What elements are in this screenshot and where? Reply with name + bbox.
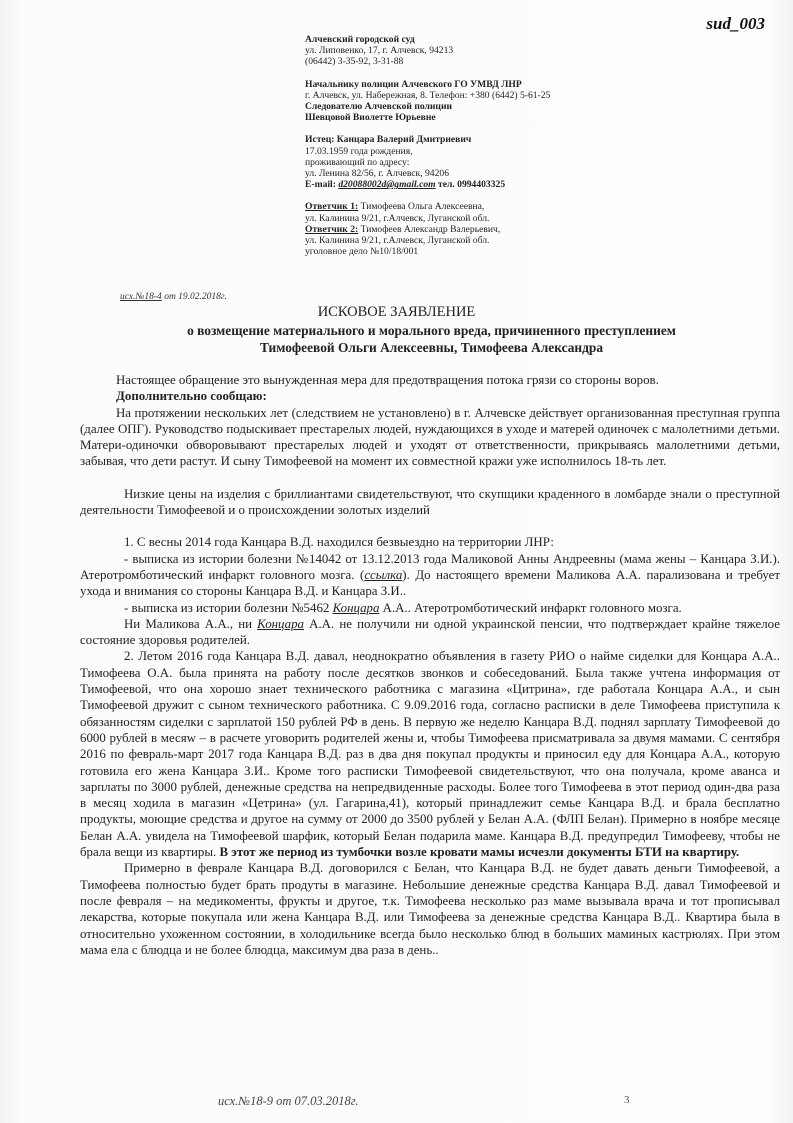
police-block [305, 79, 745, 124]
email-link[interactable]: d20088002d@gmail.com [338, 179, 436, 191]
addressee-block [305, 34, 745, 257]
defendant-2-address: ул. Калинина 9/21, г.Алчевск, Луганской обл. [305, 235, 490, 247]
paragraph-extract-1 [80, 551, 780, 600]
reference-link[interactable]: ссылка [364, 567, 403, 582]
document-subtitle [100, 322, 763, 356]
document-title: ИСКОВОЕ ЗАЯВЛЕНИЕ [317, 304, 476, 320]
plaintiff-phone: тел. 0994403325 [438, 179, 506, 191]
item-2-bold-text: В этот же период из тумбочки возле кровати мамы исчезли документы БТИ на квартиру. [219, 845, 740, 860]
outgoing-date: от 19.02.2018г. [164, 292, 227, 302]
plaintiff-address: ул. Ленина 82/56, г. Алчевск, 94206 [305, 168, 449, 180]
defendant-1-label: Ответчик 1: [305, 201, 359, 213]
defendant-2-label: Ответчик 2: [305, 223, 359, 235]
item-2-text: 2. Летом 2016 года Канцара В.Д. давал, неоднократно объявления в газету РИО о найме сиделки для Концара А.А.. Тимофеева О.А. была принята на работу после десятков звонков и собеседований. Была также учтена информация от Тимофеевой, что она хорошо знает технического работника с магазина «Цитрина», где работала Концара А.А., и сын Тимофеевой дружит с сыном технического работника. С 9.09.2016 года, согласно расписки в деле Тимофеева приступила к обязанностям сиделки с зарплатой 150 рублей РФ в день. В первую же неделю Канцара В.Д. поднял зарплату Тимофеевой до 6000 рублей в месяw – в расчете уговорить родителей жены и, чтобы Тимофеева присматривала за двумя мамами. С сентября 2016 по февраль-март 2017 года Канцара В.Д. раз в два дня покупал продукты и приносил еду для Концара А.А., которую готовила его жена Канцара З.И.. Кроме того расписки Тимофеевой свидетельствуют, что она получала, кроме аванса и зарплаты по 3000 рублей, денежные средства на непредвиденные расходы. Более того Тимофеева в этот период один-два раза в месяц ходила в магазин «Цетрина» (ул. Гагарина,41), который принадлежит семье Канцара В.Д. и брала бесплатно продукты, моющие средства и другое на сумму от 2000 до 3500 рублей у Белан А.А. (ФЛП Белан). Примерно в ноябре месяце Белан А.А. увидела на Тимофеевой шарфик, который Белан подарила маме. Канцара В.Д. предупредил Тимофееву, чтобы не брала вещи из квартиры. [80, 649, 780, 860]
paragraph-opg: На протяжении нескольких лет (следствием не установлено) в г. Алчевске действует организованная преступная группа (далее ОПГ). Руководство подыскивает престарелых людей, нуждающихся в уходе и матерей одиночек с малолетними детьми. Матери-одиночки обворовывают престарелых людей и уходят от ответственности, прикрываясь малолетними детьми, забывая, что дети растут. И сыну Тимофеевой на момент их совместной кражи уже исполнилось 18-ть лет. [80, 405, 780, 469]
extract-2-text-b: А.А.. Атеротромботический инфаркт головного мозга. [379, 600, 682, 615]
name-link[interactable]: Концара [332, 600, 380, 615]
defendant-1-name: Тимофеева Ольга Алексеевна, [360, 201, 485, 213]
document-id: sud_003 [706, 14, 765, 33]
subtitle-line-2: Тимофеевой Ольги Алексеевны, Тимофеева Александра [259, 340, 604, 355]
paragraph-prices: Низкие цены на изделия с бриллиантами свидетельствуют, что скупщики краденного в ломбарде знали о преступной деятельности Тимофеевой и о происхождении золотых изделий [80, 486, 780, 518]
paragraph-intro: Настоящее обращение это вынужденная мера для предотвращения потока грязи со стороны воров. [116, 373, 659, 387]
email-label: E-mail: [305, 179, 336, 191]
plaintiff-label: Истец: Канцара Валерий Дмитриевич [305, 134, 472, 146]
paragraph-pension [80, 616, 780, 649]
paragraph-extract-2 [80, 600, 780, 616]
investigator-name: Шевцовой Виолетте Юрьевне [305, 112, 436, 124]
outgoing-number: исх.№18-4 [120, 292, 162, 302]
document-body [80, 372, 780, 958]
name-link[interactable]: Концара [257, 616, 304, 631]
defendant-1 [305, 201, 745, 212]
criminal-case-number: уголовное дело №10/18/001 [305, 246, 419, 258]
paragraph-item-2 [80, 648, 780, 860]
investigator-title: Следователю Алчевской полиции [305, 101, 453, 113]
extract-2-text-a: - выписка из истории болезни №5462 [124, 600, 333, 615]
police-address: г. Алчевск, ул. Набережная, 8. Телефон: +380 (6442) 5-61-25 [305, 89, 551, 101]
police-name: Начальнику полиции Алчевского ГО УМВД ЛНР [305, 78, 522, 90]
court-phones: (06442) 3-35-92, 3-31-88 [305, 56, 404, 68]
outgoing-reference [120, 292, 227, 302]
pension-text-b: А.А. не получили ни одной украинской пенсии, что подтверждает крайне тяжелое состояние здоровья родителей. [80, 616, 780, 648]
defendant-2-name: Тимофеев Александр Валерьевич, [360, 223, 501, 235]
court-block [305, 34, 745, 68]
extract-1-text-b: ). До настоящего времени Маликова А.А. парализована и требует ухода и внимания со стороны Канцара В.Д. и Канцара З.И.. [80, 567, 781, 599]
paragraph-heading: Дополнительно сообщаю: [116, 389, 267, 404]
plaintiff-residing: проживающий по адресу: [305, 156, 410, 168]
extract-1-text-a: - выписка из истории болезни №14042 от 13.12.2013 года Маликовой Анны Андреевны (мама жены – Канцара З.И.). Атеротромботический инфаркт головного мозга. ( [80, 551, 780, 582]
court-name: Алчевский городской суд [305, 34, 415, 45]
defendants-block [305, 201, 745, 257]
plaintiff-birth: 17.03.1959 года рождения, [305, 145, 413, 157]
court-address: ул. Липовенко, 17, г. Алчевск, 94213 [305, 45, 454, 57]
plaintiff-contact [305, 179, 745, 190]
pension-text-a: Ни Маликова А.А., ни [124, 616, 258, 631]
subtitle-line-1: о возмещение материального и морального вреда, причиненного преступлением [187, 323, 676, 338]
paragraph-item-1: 1. С весны 2014 года Канцара В.Д. находился безвыездно на территории ЛНР: [124, 535, 554, 550]
plaintiff-block [305, 134, 745, 190]
paragraph-february: Примерно в феврале Канцара В.Д. договорился с Белан, что Канцара В.Д. не будет давать деньги Тимофеевой, а Тимофеева полностью будет брать продуты в магазине. Небольшие денежные средства Канцара В.Д. давал Тимофеевой и после февраля – на медикоменты, фрукты и другое, т.к. Тимофеева несколько раз маме вызывала врача и тот прописывал лекарства, которые покупала или жена Канцара В.Д. или Тимофеева за денежные средства Канцара В.Д.. Квартира была в относительно ухоженном состоянии, в холодильнике всегда было несколько блюд в больших маминых кастрюлях. При этом мама ела с блюдца и не более блюдца, максимум два раза в день.. [80, 861, 780, 957]
page-number: 3 [624, 1094, 630, 1106]
footer-reference: исх.№18-9 от 07.03.2018г. [218, 1094, 359, 1108]
defendant-2 [305, 224, 745, 235]
defendant-1-address: ул. Калинина 9/21, г.Алчевск, Луганской обл. [305, 212, 490, 224]
